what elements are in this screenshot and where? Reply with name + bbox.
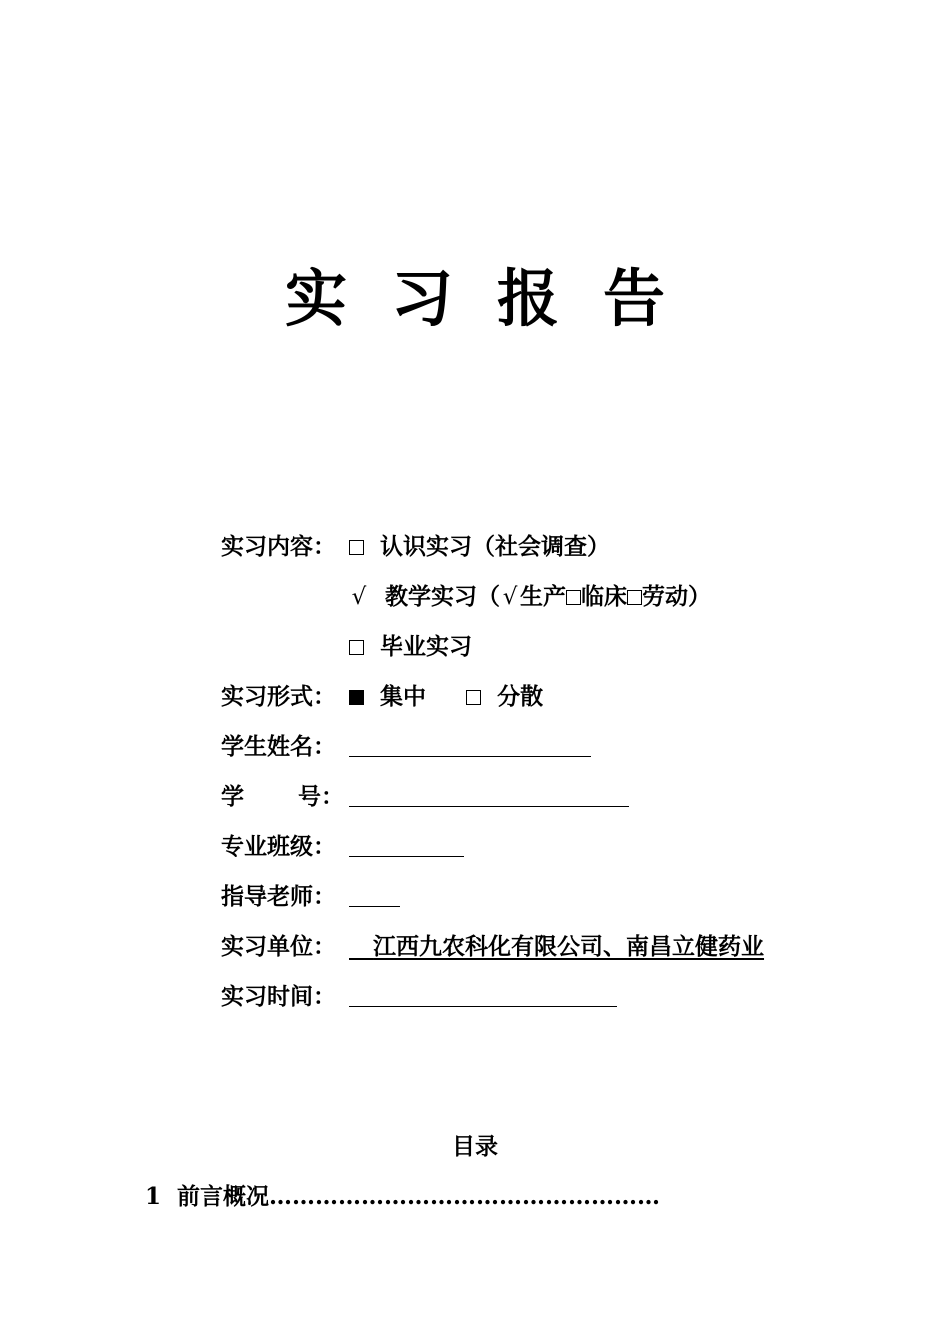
id-label-b: 号： [298, 783, 344, 810]
title-char: 实 [284, 262, 347, 335]
toc-entry-number: 1 [145, 1183, 162, 1210]
checkbox-empty-icon[interactable] [349, 540, 364, 555]
checkbox-filled-icon[interactable] [349, 690, 364, 705]
title-char: 习 [390, 262, 453, 335]
content-label: 实习内容： [221, 533, 336, 560]
time-blank-field[interactable] [349, 980, 617, 1007]
title-char: 报 [497, 262, 560, 335]
form-option-dispersed: 分散 [497, 683, 544, 710]
toc-title: 目录 [452, 1133, 498, 1160]
checkbox-empty-icon[interactable] [627, 590, 642, 605]
form-option-centralized: 集中 [380, 683, 427, 710]
check-mark-icon[interactable]: √ [351, 584, 367, 610]
content-option-graduation: 毕业实习 [380, 633, 473, 660]
checkbox-empty-icon[interactable] [566, 590, 581, 605]
id-label-a: 学 [221, 783, 244, 810]
name-label: 学生姓名： [221, 733, 336, 760]
name-blank-field[interactable] [349, 730, 591, 757]
sub-option-labor: 劳动） [642, 583, 712, 610]
content-option-cognitive: 认识实习（社会调查） [380, 533, 611, 560]
sub-option-production: 生产 [520, 583, 567, 610]
title-char: 告 [603, 262, 666, 335]
student-id-blank-field[interactable] [349, 780, 629, 807]
checkbox-empty-icon[interactable] [466, 690, 481, 705]
major-label: 专业班级： [221, 833, 336, 860]
form-label: 实习形式： [221, 683, 336, 710]
toc-entry-dots: …………………………………………… [269, 1183, 661, 1210]
time-label: 实习时间： [221, 983, 336, 1010]
sub-option-clinical: 临床 [581, 583, 628, 610]
checkbox-empty-icon[interactable] [349, 640, 364, 655]
unit-label: 实习单位： [221, 933, 336, 960]
toc-entry[interactable] [145, 1178, 660, 1211]
teacher-blank-field[interactable] [349, 880, 400, 907]
toc-entry-text: 前言概况 [177, 1183, 270, 1210]
major-blank-field[interactable] [349, 830, 464, 857]
unit-value: 江西九农科化有限公司、南昌立健药业 [373, 933, 765, 960]
report-title [0, 262, 950, 335]
content-option-teaching: 教学实习（ [385, 583, 501, 610]
check-mark-icon[interactable]: √ [502, 584, 518, 610]
teacher-label: 指导老师： [221, 883, 336, 910]
